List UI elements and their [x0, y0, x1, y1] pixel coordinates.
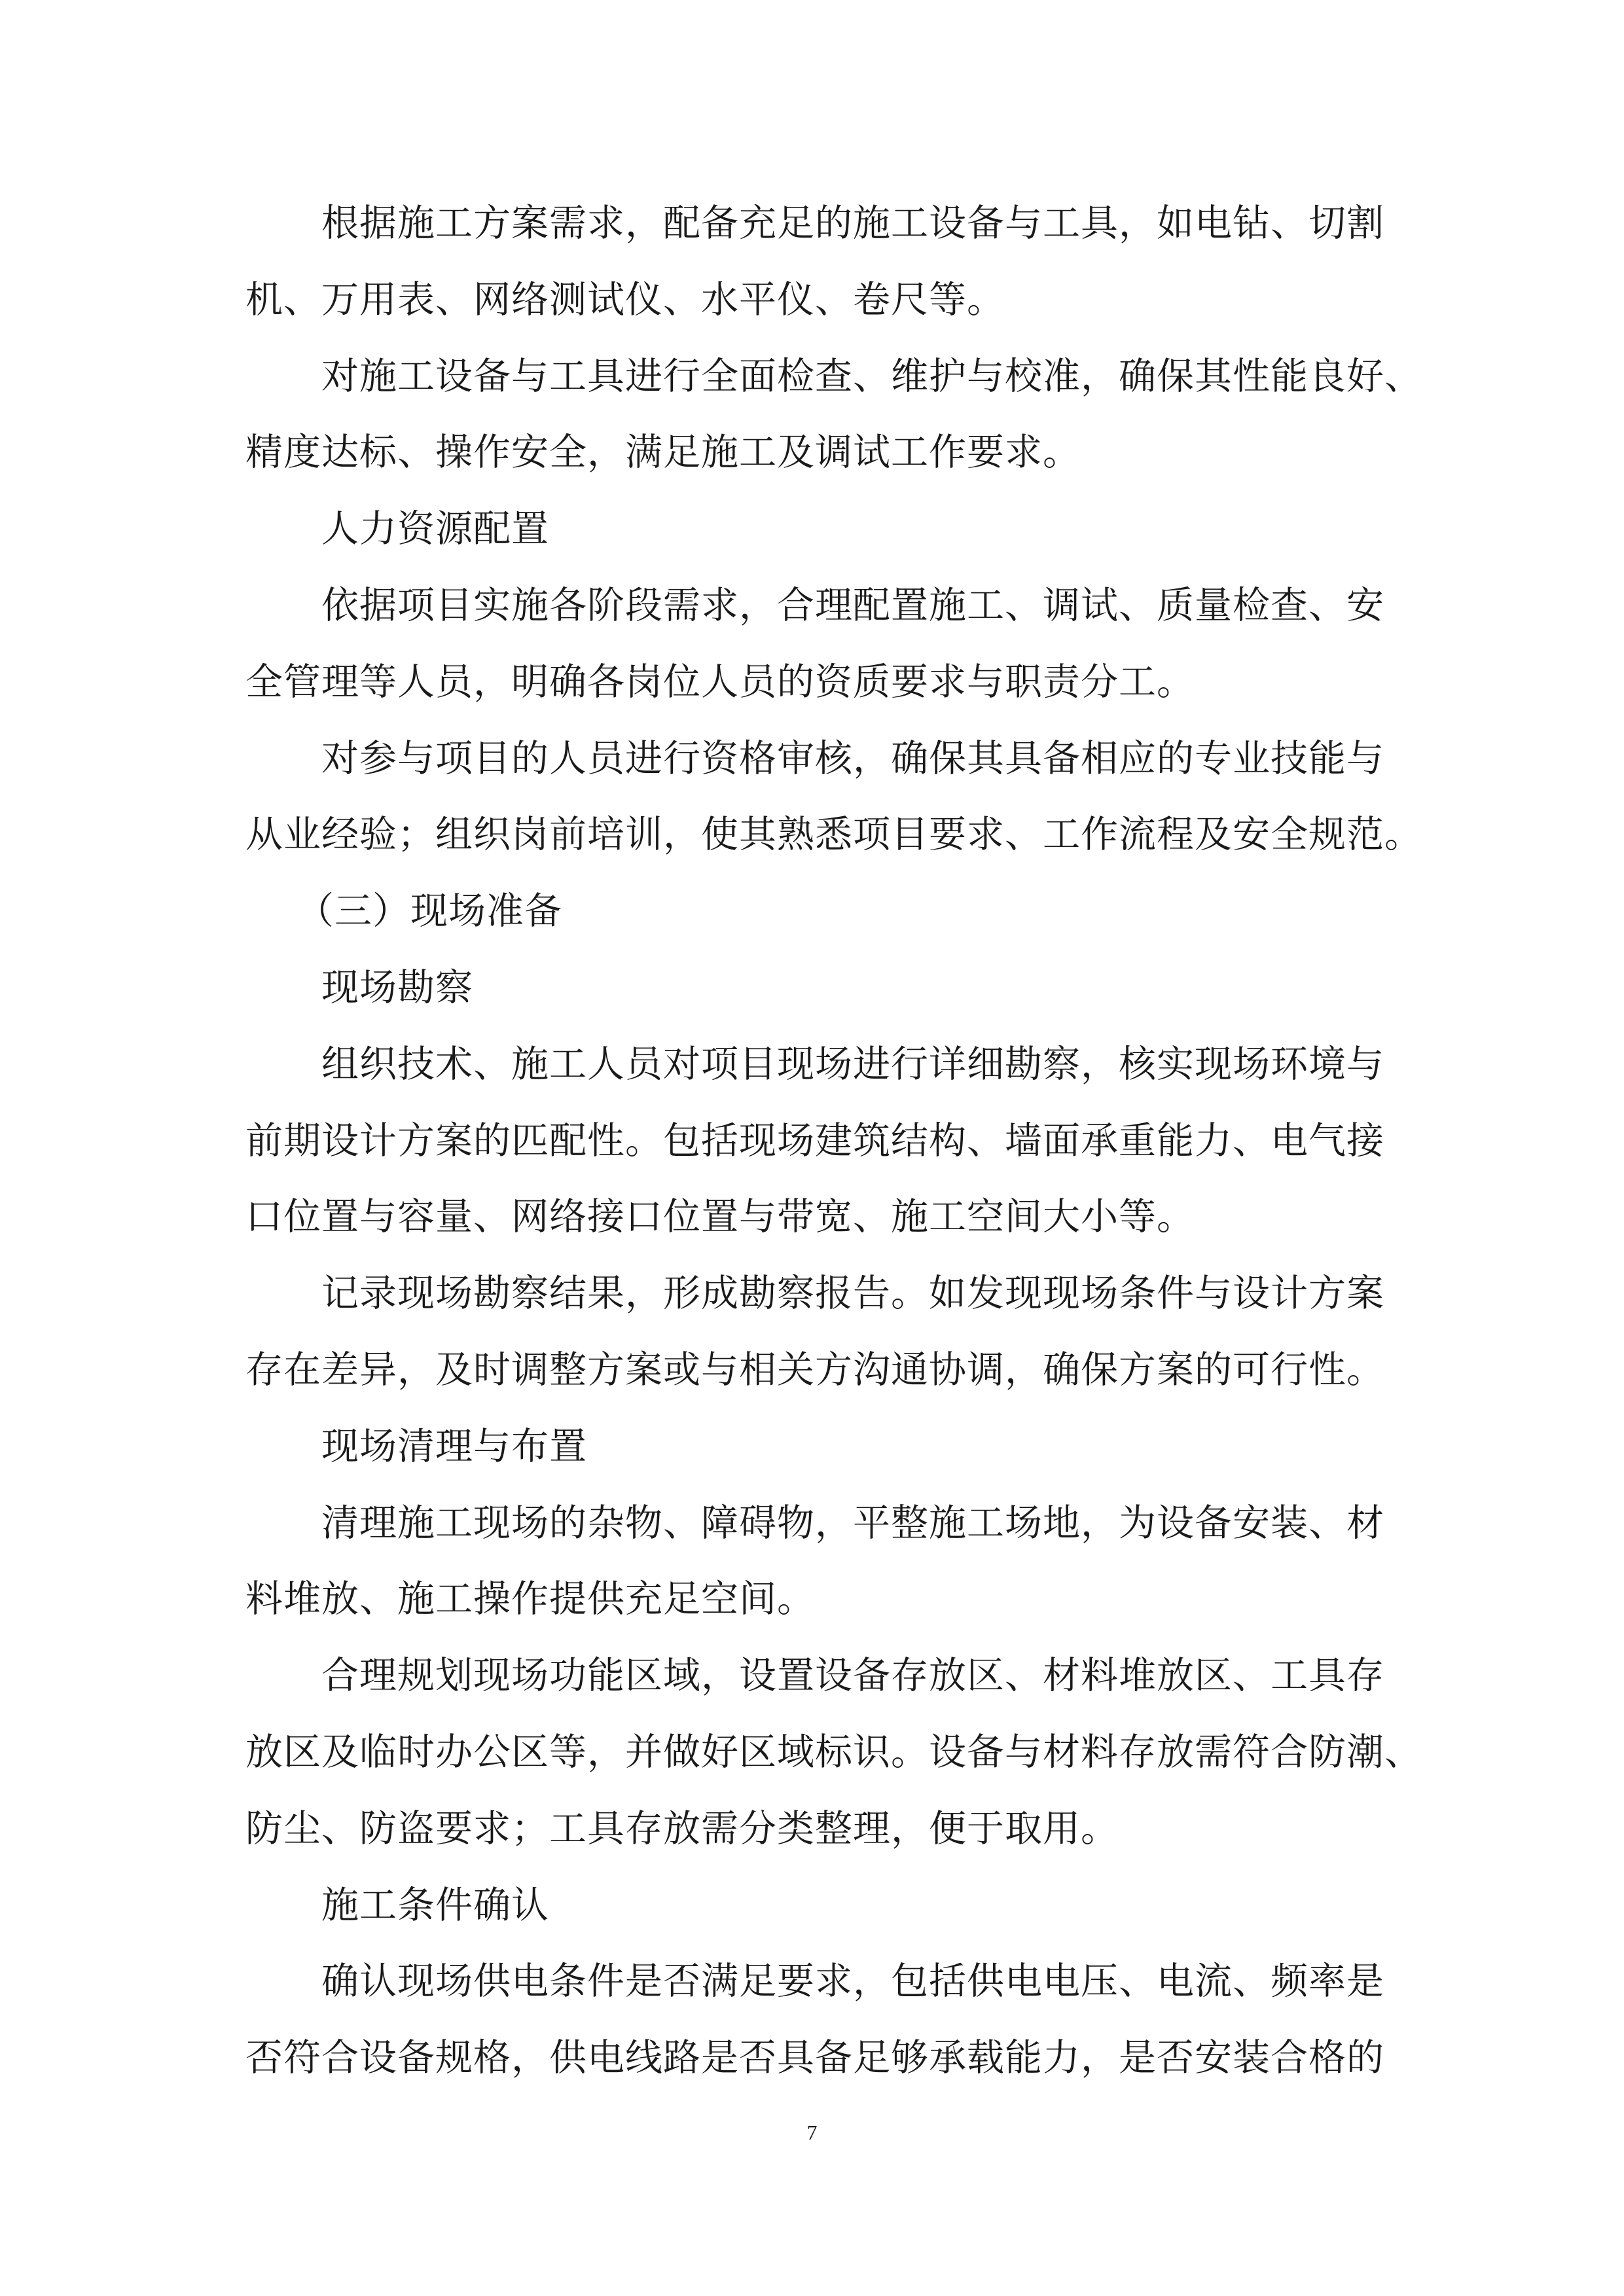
paragraph-line: 依据项目实施各阶段需求，合理配置施工、调试、质量检查、安: [321, 583, 1384, 627]
section-heading: （三）现场准备: [297, 889, 562, 933]
paragraph-line: 对施工设备与工具进行全面检查、维护与校准，确保其性能良好、: [321, 354, 1422, 398]
paragraph-line: 放区及临时办公区等，并做好区域标识。设备与材料存放需符合防潮、: [245, 1730, 1422, 1774]
paragraph-line: 确认现场供电条件是否满足要求，包括供电电压、电流、频率是: [321, 1960, 1384, 2003]
paragraph-line: 全管理等人员，明确各岗位人员的资质要求与职责分工。: [245, 660, 1195, 704]
section-heading: 施工条件确认: [321, 1883, 549, 1927]
page-body: [245, 185, 1422, 2096]
page-number: 7: [806, 2121, 818, 2144]
paragraph-line: 对参与项目的人员进行资格审核，确保其具备相应的专业技能与: [321, 736, 1384, 780]
section-heading: 人力资源配置: [321, 507, 549, 551]
paragraph-line: 前期设计方案的匹配性。包括现场建筑结构、墙面承重能力、电气接: [245, 1119, 1384, 1162]
paragraph-line: 存在差异，及时调整方案或与相关方沟通协调，确保方案的可行性。: [245, 1348, 1384, 1391]
paragraph-line: 机、万用表、网络测试仪、水平仪、卷尺等。: [245, 278, 1005, 321]
section-heading: 现场清理与布置: [321, 1424, 587, 1468]
paragraph-line: 精度达标、操作安全，满足施工及调试工作要求。: [245, 431, 1081, 475]
paragraph-line: 根据施工方案需求，配备充足的施工设备与工具，如电钻、切割: [321, 202, 1384, 245]
paragraph-line: 从业经验；组织岗前培训，使其熟悉项目要求、工作流程及安全规范。: [245, 813, 1422, 857]
paragraph-line: 组织技术、施工人员对项目现场进行详细勘察，核实现场环境与: [321, 1042, 1384, 1086]
paragraph-line: 料堆放、施工操作提供充足空间。: [245, 1577, 815, 1621]
paragraph-line: 否符合设备规格，供电线路是否具备足够承载能力，是否安装合格的: [245, 2036, 1384, 2080]
paragraph-line: 合理规划现场功能区域，设置设备存放区、材料堆放区、工具存: [321, 1654, 1384, 1698]
paragraph-line: 记录现场勘察结果，形成勘察报告。如发现现场条件与设计方案: [321, 1272, 1384, 1316]
paragraph-line: 防尘、防盗要求；工具存放需分类整理，便于取用。: [245, 1806, 1119, 1850]
paragraph-line: 口位置与容量、网络接口位置与带宽、施工空间大小等。: [245, 1195, 1195, 1239]
paragraph-line: 清理施工现场的杂物、障碍物，平整施工场地，为设备安装、材: [321, 1501, 1384, 1545]
section-heading: 现场勘察: [321, 965, 473, 1009]
